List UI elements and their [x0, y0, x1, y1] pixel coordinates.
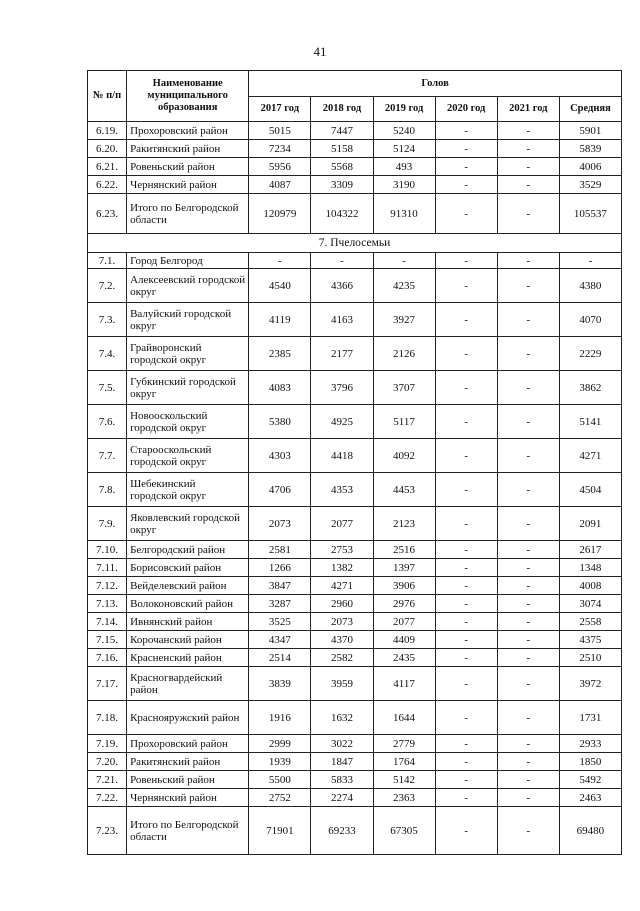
row-number: 7.17. [88, 667, 127, 701]
year-value-cell: - [435, 140, 497, 158]
year-value-cell: 1916 [249, 701, 311, 735]
table-row [88, 122, 622, 140]
year-value-cell: - [497, 649, 559, 667]
average-cell: 5839 [559, 140, 621, 158]
year-value-cell: - [497, 439, 559, 473]
year-value-cell: - [435, 753, 497, 771]
table-row [88, 559, 622, 577]
year-value-cell: 2960 [311, 595, 373, 613]
table-body [88, 122, 622, 855]
municipality-name: Итого по Белгородской области [127, 194, 249, 234]
year-value-cell: 120979 [249, 194, 311, 234]
average-cell: 2558 [559, 613, 621, 631]
row-number: 6.20. [88, 140, 127, 158]
year-value-cell: - [497, 337, 559, 371]
municipality-name: Грайворонский городской округ [127, 337, 249, 371]
table-row [88, 541, 622, 559]
header-num: № п/п [88, 71, 127, 122]
year-value-cell: 2385 [249, 337, 311, 371]
year-value-cell: 1644 [373, 701, 435, 735]
row-number: 6.19. [88, 122, 127, 140]
municipality-name: Яковлевский городской округ [127, 507, 249, 541]
table-row [88, 701, 622, 735]
section-title: 7. Пчелосемьи [88, 234, 622, 253]
table-row [88, 595, 622, 613]
year-value-cell: 2177 [311, 337, 373, 371]
year-value-cell: - [435, 701, 497, 735]
average-cell: 4380 [559, 269, 621, 303]
year-value-cell: - [435, 807, 497, 855]
municipality-name: Краснояружский район [127, 701, 249, 735]
year-value-cell: - [311, 253, 373, 269]
year-value-cell: 3847 [249, 577, 311, 595]
year-value-cell: 5833 [311, 771, 373, 789]
municipality-name: Красногвардейский район [127, 667, 249, 701]
year-value-cell: 4453 [373, 473, 435, 507]
year-value-cell: 1939 [249, 753, 311, 771]
year-value-cell: 2779 [373, 735, 435, 753]
year-value-cell: - [435, 667, 497, 701]
municipality-name: Прохоровский район [127, 122, 249, 140]
year-value-cell: 1632 [311, 701, 373, 735]
livestock-table [87, 70, 622, 855]
year-value-cell: 5142 [373, 771, 435, 789]
municipality-name: Чернянский район [127, 789, 249, 807]
row-number: 7.11. [88, 559, 127, 577]
year-value-cell: - [497, 473, 559, 507]
year-value-cell: 2582 [311, 649, 373, 667]
year-value-cell: - [435, 405, 497, 439]
year-value-cell: - [497, 807, 559, 855]
municipality-name: Старооскольский городской округ [127, 439, 249, 473]
header-year: 2019 год [373, 97, 435, 122]
row-number: 7.16. [88, 649, 127, 667]
section-row [88, 234, 622, 253]
year-value-cell: 5117 [373, 405, 435, 439]
average-cell: 3529 [559, 176, 621, 194]
municipality-name: Ракитянский район [127, 140, 249, 158]
year-value-cell: 1764 [373, 753, 435, 771]
year-value-cell: 7447 [311, 122, 373, 140]
year-value-cell: 67305 [373, 807, 435, 855]
year-value-cell: 104322 [311, 194, 373, 234]
year-value-cell: 91310 [373, 194, 435, 234]
year-value-cell: - [435, 371, 497, 405]
year-value-cell: - [373, 253, 435, 269]
year-value-cell: 5124 [373, 140, 435, 158]
year-value-cell: 3927 [373, 303, 435, 337]
year-value-cell: 3839 [249, 667, 311, 701]
year-value-cell: - [435, 253, 497, 269]
header-average: Средняя [559, 97, 621, 122]
year-value-cell: - [435, 789, 497, 807]
year-value-cell: - [497, 158, 559, 176]
average-cell: 5141 [559, 405, 621, 439]
header-year: 2017 год [249, 97, 311, 122]
year-value-cell: - [497, 753, 559, 771]
year-value-cell: - [435, 473, 497, 507]
year-value-cell: 4409 [373, 631, 435, 649]
year-value-cell: 71901 [249, 807, 311, 855]
average-cell: 5492 [559, 771, 621, 789]
year-value-cell: 4347 [249, 631, 311, 649]
year-value-cell: - [497, 559, 559, 577]
year-value-cell: 2363 [373, 789, 435, 807]
municipality-name: Ракитянский район [127, 753, 249, 771]
year-value-cell: - [497, 122, 559, 140]
year-value-cell: - [497, 701, 559, 735]
year-value-cell: 4235 [373, 269, 435, 303]
year-value-cell: 4083 [249, 371, 311, 405]
table-row [88, 253, 622, 269]
table-row [88, 753, 622, 771]
year-value-cell: - [497, 577, 559, 595]
table-row [88, 613, 622, 631]
year-value-cell: - [435, 269, 497, 303]
table-row [88, 371, 622, 405]
year-value-cell: - [497, 140, 559, 158]
page-number: 41 [313, 44, 327, 59]
row-number: 7.6. [88, 405, 127, 439]
year-value-cell: 493 [373, 158, 435, 176]
municipality-name: Итого по Белгородской области [127, 807, 249, 855]
year-value-cell: 1266 [249, 559, 311, 577]
average-cell: - [559, 253, 621, 269]
year-value-cell: 2999 [249, 735, 311, 753]
municipality-name: Новооскольский городской округ [127, 405, 249, 439]
year-value-cell: 4706 [249, 473, 311, 507]
year-value-cell: 5380 [249, 405, 311, 439]
year-value-cell: 3287 [249, 595, 311, 613]
table-row [88, 735, 622, 753]
row-number: 7.1. [88, 253, 127, 269]
year-value-cell: 5240 [373, 122, 435, 140]
average-cell: 2463 [559, 789, 621, 807]
municipality-name: Белгородский район [127, 541, 249, 559]
year-value-cell: - [435, 631, 497, 649]
year-value-cell: 3190 [373, 176, 435, 194]
year-value-cell: 2077 [373, 613, 435, 631]
row-number: 7.19. [88, 735, 127, 753]
year-value-cell: - [435, 158, 497, 176]
year-value-cell: 4271 [311, 577, 373, 595]
year-value-cell: 2123 [373, 507, 435, 541]
row-number: 7.5. [88, 371, 127, 405]
year-value-cell: 2514 [249, 649, 311, 667]
year-value-cell: 7234 [249, 140, 311, 158]
average-cell: 4070 [559, 303, 621, 337]
municipality-name: Волоконовский район [127, 595, 249, 613]
year-value-cell: - [497, 253, 559, 269]
year-value-cell: 2976 [373, 595, 435, 613]
year-value-cell: - [435, 194, 497, 234]
table-row [88, 337, 622, 371]
municipality-name: Прохоровский район [127, 735, 249, 753]
year-value-cell: - [435, 507, 497, 541]
municipality-name: Город Белгород [127, 253, 249, 269]
table-row [88, 577, 622, 595]
average-cell: 3862 [559, 371, 621, 405]
year-value-cell: 1847 [311, 753, 373, 771]
year-value-cell: - [435, 735, 497, 753]
header-year: 2018 год [311, 97, 373, 122]
year-value-cell: - [435, 337, 497, 371]
row-number: 7.15. [88, 631, 127, 649]
table-row [88, 439, 622, 473]
row-number: 7.7. [88, 439, 127, 473]
municipality-name: Губкинский городской округ [127, 371, 249, 405]
year-value-cell: 2073 [249, 507, 311, 541]
year-value-cell: 4087 [249, 176, 311, 194]
table-row [88, 789, 622, 807]
year-value-cell: - [435, 771, 497, 789]
year-value-cell: 4418 [311, 439, 373, 473]
average-cell: 4375 [559, 631, 621, 649]
year-value-cell: 2581 [249, 541, 311, 559]
year-value-cell: 4303 [249, 439, 311, 473]
year-value-cell: 4366 [311, 269, 373, 303]
row-number: 7.12. [88, 577, 127, 595]
year-value-cell: - [435, 577, 497, 595]
year-value-cell: 5500 [249, 771, 311, 789]
year-value-cell: 69233 [311, 807, 373, 855]
year-value-cell: 4163 [311, 303, 373, 337]
year-value-cell: - [435, 541, 497, 559]
average-cell: 1348 [559, 559, 621, 577]
year-value-cell: - [435, 122, 497, 140]
header-name: Наименование муниципального образования [127, 71, 249, 122]
row-number: 7.4. [88, 337, 127, 371]
year-value-cell: - [497, 194, 559, 234]
year-value-cell: 3022 [311, 735, 373, 753]
year-value-cell: 3959 [311, 667, 373, 701]
table-row [88, 507, 622, 541]
average-cell: 69480 [559, 807, 621, 855]
year-value-cell: 4117 [373, 667, 435, 701]
year-value-cell: - [497, 735, 559, 753]
year-value-cell: - [497, 541, 559, 559]
year-value-cell: 3707 [373, 371, 435, 405]
year-value-cell: - [497, 303, 559, 337]
row-number: 7.23. [88, 807, 127, 855]
year-value-cell: 4370 [311, 631, 373, 649]
row-number: 7.9. [88, 507, 127, 541]
year-value-cell: 2435 [373, 649, 435, 667]
row-number: 7.10. [88, 541, 127, 559]
table-row [88, 631, 622, 649]
table-row [88, 667, 622, 701]
year-value-cell: 3906 [373, 577, 435, 595]
year-value-cell: 2516 [373, 541, 435, 559]
year-value-cell: 2126 [373, 337, 435, 371]
year-value-cell: - [249, 253, 311, 269]
table-row [88, 303, 622, 337]
average-cell: 2510 [559, 649, 621, 667]
year-value-cell: 2753 [311, 541, 373, 559]
year-value-cell: 3525 [249, 613, 311, 631]
row-number: 7.20. [88, 753, 127, 771]
year-value-cell: - [497, 269, 559, 303]
municipality-name: Красненский район [127, 649, 249, 667]
municipality-name: Борисовский район [127, 559, 249, 577]
year-value-cell: 4540 [249, 269, 311, 303]
year-value-cell: 4092 [373, 439, 435, 473]
average-cell: 2091 [559, 507, 621, 541]
year-value-cell: 2073 [311, 613, 373, 631]
year-value-cell: - [497, 176, 559, 194]
table-row [88, 176, 622, 194]
row-number: 7.2. [88, 269, 127, 303]
year-value-cell: - [497, 371, 559, 405]
year-value-cell: - [435, 303, 497, 337]
year-value-cell: - [497, 507, 559, 541]
average-cell: 1850 [559, 753, 621, 771]
municipality-name: Ровеньский район [127, 771, 249, 789]
year-value-cell: - [435, 176, 497, 194]
year-value-cell: - [497, 667, 559, 701]
year-value-cell: - [435, 649, 497, 667]
year-value-cell: - [435, 559, 497, 577]
row-number: 7.21. [88, 771, 127, 789]
average-cell: 2617 [559, 541, 621, 559]
year-value-cell: 2077 [311, 507, 373, 541]
average-cell: 5901 [559, 122, 621, 140]
municipality-name: Корочанский район [127, 631, 249, 649]
table-row [88, 194, 622, 234]
row-number: 7.22. [88, 789, 127, 807]
year-value-cell: - [497, 613, 559, 631]
table-row [88, 158, 622, 176]
row-number: 7.8. [88, 473, 127, 507]
municipality-name: Шебекинский городской округ [127, 473, 249, 507]
year-value-cell: - [497, 789, 559, 807]
year-value-cell: 4925 [311, 405, 373, 439]
year-value-cell: 5956 [249, 158, 311, 176]
average-cell: 105537 [559, 194, 621, 234]
year-value-cell: 5568 [311, 158, 373, 176]
year-value-cell: 5015 [249, 122, 311, 140]
table-row [88, 140, 622, 158]
row-number: 6.23. [88, 194, 127, 234]
year-value-cell: 2752 [249, 789, 311, 807]
year-value-cell: 3309 [311, 176, 373, 194]
average-cell: 2933 [559, 735, 621, 753]
year-value-cell: 5158 [311, 140, 373, 158]
year-value-cell: - [497, 771, 559, 789]
average-cell: 4271 [559, 439, 621, 473]
table-row [88, 807, 622, 855]
row-number: 7.18. [88, 701, 127, 735]
year-value-cell: - [435, 595, 497, 613]
table-row [88, 473, 622, 507]
table-row [88, 269, 622, 303]
year-value-cell: - [497, 405, 559, 439]
municipality-name: Алексеевский городской округ [127, 269, 249, 303]
header-year: 2021 год [497, 97, 559, 122]
average-cell: 4006 [559, 158, 621, 176]
average-cell: 1731 [559, 701, 621, 735]
row-number: 7.14. [88, 613, 127, 631]
average-cell: 4504 [559, 473, 621, 507]
year-value-cell: 2274 [311, 789, 373, 807]
average-cell: 2229 [559, 337, 621, 371]
municipality-name: Ивнянский район [127, 613, 249, 631]
municipality-name: Вейделевский район [127, 577, 249, 595]
year-value-cell: 4119 [249, 303, 311, 337]
year-value-cell: - [435, 439, 497, 473]
year-value-cell: - [497, 595, 559, 613]
header-year: 2020 год [435, 97, 497, 122]
average-cell: 3074 [559, 595, 621, 613]
year-value-cell: - [435, 613, 497, 631]
row-number: 6.21. [88, 158, 127, 176]
average-cell: 4008 [559, 577, 621, 595]
municipality-name: Ровеньский район [127, 158, 249, 176]
row-number: 6.22. [88, 176, 127, 194]
year-value-cell: 3796 [311, 371, 373, 405]
municipality-name: Валуйский городской округ [127, 303, 249, 337]
average-cell: 3972 [559, 667, 621, 701]
table-row [88, 649, 622, 667]
header-group: Голов [249, 71, 622, 97]
row-number: 7.3. [88, 303, 127, 337]
row-number: 7.13. [88, 595, 127, 613]
table-row [88, 771, 622, 789]
year-value-cell: - [497, 631, 559, 649]
year-value-cell: 1382 [311, 559, 373, 577]
municipality-name: Чернянский район [127, 176, 249, 194]
year-value-cell: 4353 [311, 473, 373, 507]
table-row [88, 405, 622, 439]
year-value-cell: 1397 [373, 559, 435, 577]
